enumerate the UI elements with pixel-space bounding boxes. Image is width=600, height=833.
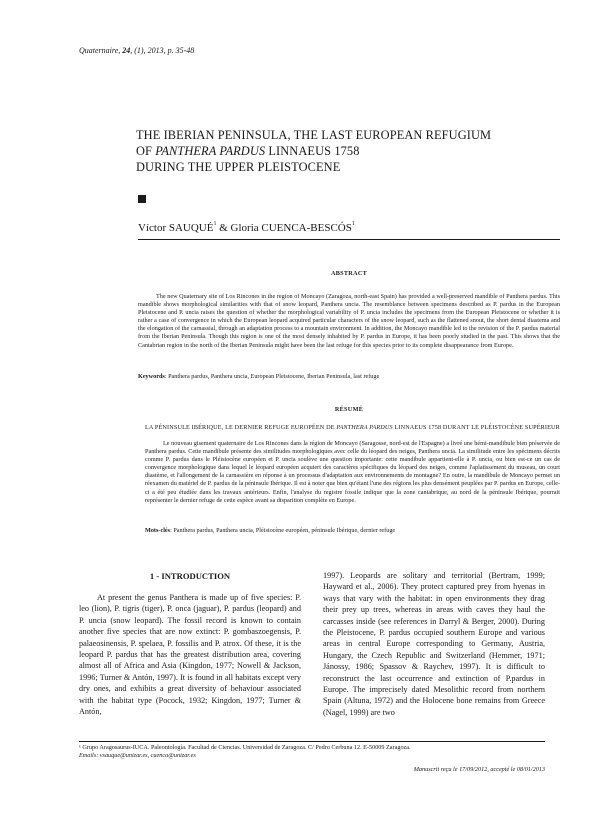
introduction-column-left: At present the genus Panthera is made up of five species: P. leo (lion), P. tigris (tiger), P. onca (jaguar), P. pardus (leopard) and P. uncia (snow leopard). The fossil record is known to contain another five species that are now extinct: P. gombaszoegensis, P. palaeosinensis, P. spelaea, P. fossilis and P. atrox. Of these, it is the leopard P. pardus that has the greatest distribution area, covering almost all of Africa and Asia (Kingdon, 1977; Nowell & Jackson, 1996; Turner & Antón, 1997). It is found in all habitats except very dry ones, and exhibits a great diversity of behaviour associated with the habitat type (Pocock, 1932; Kingdon, 1977; Turner & Antón, xyxy=(79,593,301,717)
authors-divider xyxy=(138,239,560,240)
author-2-affiliation: 1 xyxy=(351,221,355,227)
title-line-1: THE IBERIAN PENINSULA, THE LAST EUROPEAN REFUGIUM xyxy=(136,128,492,142)
running-header: Quaternaire, 24, (1), 2013, p. 35-48 xyxy=(79,46,195,55)
footnote-affiliation: ¹ Grupo Aragosaurus-IUCA. Paleontología. Facultad de Ciencias. Universidad de Zaragoza. C/ Pedro Cerbuna 12. E-50009 Zaragoza. xyxy=(79,744,411,751)
footnote xyxy=(79,744,545,760)
motscles-line xyxy=(145,527,560,535)
author-2: & Gloria CUENCA-BESCÓS xyxy=(216,222,352,234)
author-1: Víctor SAUQUÉ xyxy=(138,222,214,234)
keywords-list: : Panthera pardus, Panthera uncia, European Pleistocene, Iberian Peninsula, last refuge xyxy=(164,373,380,380)
author-1-affiliation: 1 xyxy=(213,221,217,227)
keywords-line xyxy=(138,373,560,381)
journal-name: Quaternaire xyxy=(79,46,119,55)
abstract-heading: ABSTRACT xyxy=(330,270,368,277)
title-line-3: DURING THE UPPER PLEISTOCENE xyxy=(136,160,341,174)
resume-title: LA PÉNINSULE IBÉRIQUE, LE DERNIER REFUGE EUROPÉEN DE PANTHERA PARDUS LINNAEUS 1758 DURANT LE PLÉISTOCÈNE SUPÉRIEUR xyxy=(145,424,560,431)
authors-line xyxy=(138,222,355,234)
keywords-label: Keywords xyxy=(138,373,165,380)
footnote-emails: Emails: vsauque@unizar.es, cuenca@unizar.es xyxy=(79,752,196,759)
resume-heading: RÉSUMÉ xyxy=(334,406,364,413)
resume-title-species: PANTHERA PARDUS xyxy=(336,424,393,431)
manuscript-dates: Manuscrit reçu le 17/09/2012, accepté le 08/01/2013 xyxy=(413,766,545,773)
motscles-list: : Panthera pardus, Panthera uncia, Pléistocène européen, péninsule Ibérique, dernier refuge xyxy=(170,527,396,534)
motscles-label: Mots-clés xyxy=(145,527,171,534)
footnote-divider xyxy=(79,741,545,742)
paper-title xyxy=(136,127,556,175)
resume-text: Le nouveau gisement quaternaire de Los Rincones dans la région de Moncayo (Saragosse, nord-est de l'Espagne) a livré une hémi-mandibule bien préservée de Panthera pardus. Cette mandibule présente des similitudes morphologiques avec celle du léopard des neiges, Panthera uncia. La similitude entre les spécimens décrits comme P. pardus dans le Pléistocène européen et P. uncia soulève une question importante: cette mandibule appartient-elle à P. uncia, ou bien est-ce un cas de convergence morphologique dans lequel le léopard européen acquiert des caractères spécifiques du léopard des neiges, comme l'aplatissement du museau, un court diastème, et l'allongement de la carnassière en réponse à un processus d'adaptation aux environnements de montagne? En outre, la mandibule de Moncayo permet un réexamen du matériel de P. pardus de la péninsule Ibérique. Il est à noter que bien qu'étant l'une des régions les plus densément peuplées par P. pardus en Europe, celle-ci a été peu étudiée dans les travaux antérieurs. Enfin, l'analyse du registre fossile indique que la zone cantabrique, au nord de la péninsule Ibérique, pourrait représenter le dernier refuge de cette espèce avant sa disparition complète en Europe. xyxy=(145,440,560,504)
abstract-text: The new Quaternary site of Los Rincones in the region of Moncayo (Zaragoza, north-east Spain) has provided a well-preserved mandible of Panthera pardus. This mandible shows morphological similarities with that of snow leopard, Panthera uncia. The resemblance between specimens described as P. pardus in the European Pleistocene and P. uncia raises the question of whether the morphological variability of P. uncia includes the specimens from the European Pleistocene or whether it is rather a case of convergence in which the European leopard acquired particular characters of the snow leopard, such as the flattened snout, the short dental diastema and the elongation of the carnassial, through an adaptation process to a mountain environment. In addition, the Moncayo mandible led to the revision of the P. pardus material from the Iberian Peninsula. Though this region is one of the most densely inhabited by P. pardus in Europe, it has been poorly studied in the past. This shows that the Cantabrian region in the north of the Iberian Peninsula might have been the last refuge for this species prior to its complete disappearance from Europe. xyxy=(138,293,560,349)
introduction-heading: 1 - INTRODUCTION xyxy=(149,571,231,581)
journal-volume: 24 xyxy=(122,46,131,55)
introduction-column-right: 1997). Leopards are solitary and territorial (Bertram, 1999; Hayward et al., 2006). They protect captured prey from hyenas in ways that vary with the habitat: in open environments they drag their prey up trees, whereas in areas with caves they haul the carcasses inside (see references in Darryl & Berger, 2000). During the Pleistocene, P. pardus occupied southern Europe and various areas in central Europe corresponding to Germany, Austria, Hungary, the Czech Republic and Switzerland (Hemmer, 1971; Jánossy, 1986; Spassov & Raychev, 1997). It is difficult to reconstruct the last occurrence and extinction of P.pardus in Europe. The imprecisely dated Mesolithic record from northern Spain (Altuna, 1972) and the Holocene bone remains from Greece (Nagel, 1999) are two xyxy=(323,571,545,717)
title-species: PANTHERA PARDUS xyxy=(155,144,266,158)
journal-issue-pages: , (1), 2013, p. 35-48 xyxy=(130,46,195,55)
title-bullet-square xyxy=(138,195,146,203)
title-line-2: OF PANTHERA PARDUS LINNAEUS 1758 xyxy=(136,144,360,158)
